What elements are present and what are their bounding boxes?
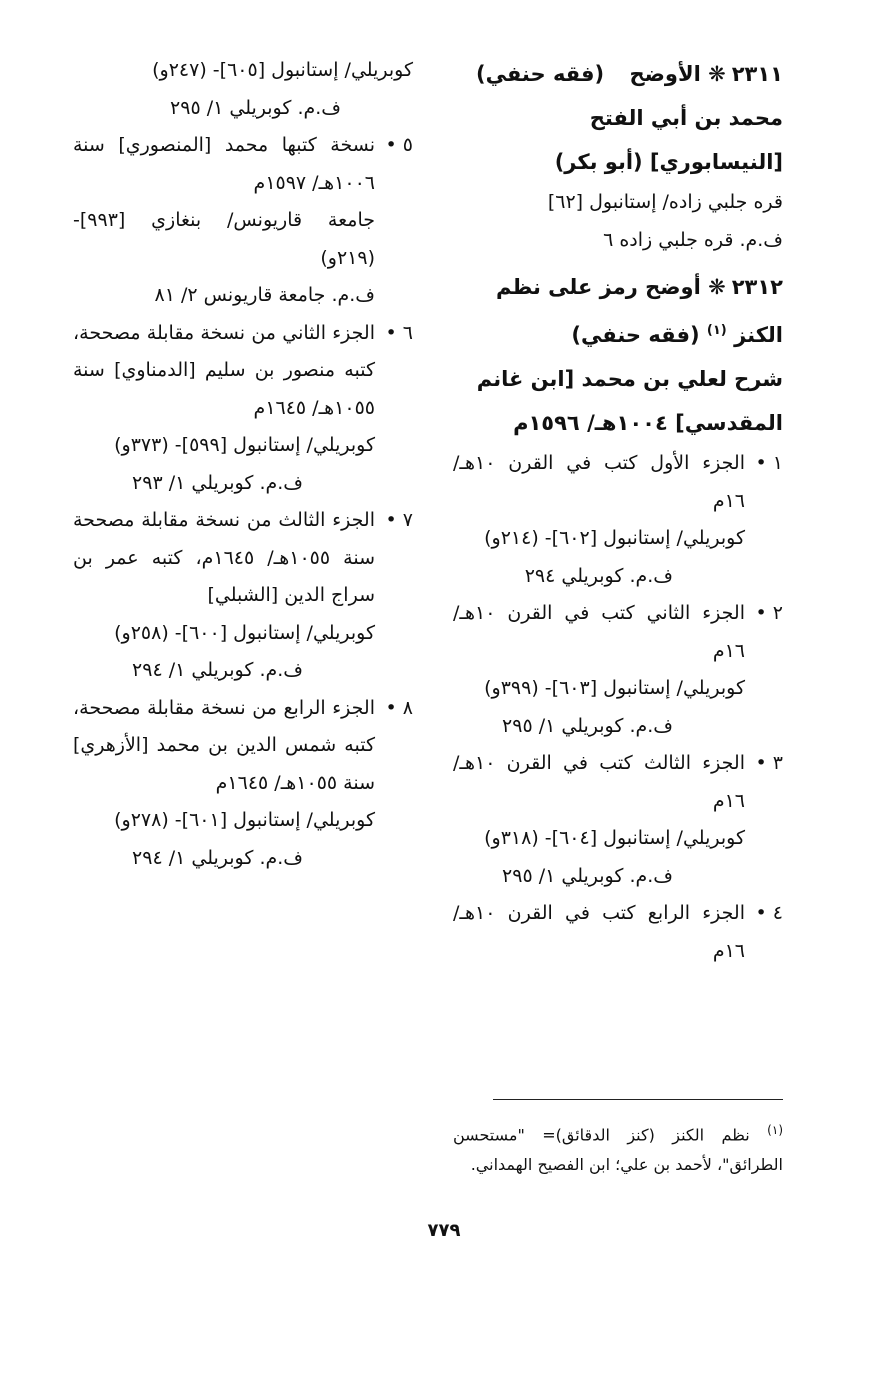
item-location: كوبريلي/ إستانبول [٥٩٩]- (٣٧٣و) [114, 434, 375, 456]
list-item [73, 690, 413, 878]
item-film: ف.م. كوبريلي ١/ ٢٩٥ [502, 714, 673, 737]
item-text: الجزء الثالث من نسخة مقابلة مصححة سنة ١٠٥٥هـ/ ١٦٤٥م، كتبه عمر بن سراج الدين [الشبلي] [73, 509, 375, 606]
item-location: كوبريلي/ إستانبول [٦٠٠]- (٢٥٨و) [114, 621, 375, 644]
item-location: كوبريلي/ إستانبول [٦٠٣]- (٣٩٩و) [484, 677, 745, 699]
entry-2311-location: قره جلبي زاده/ إستانبول [٦٢] [547, 191, 783, 213]
right-column [453, 52, 783, 970]
item-number: ١ • [756, 445, 783, 483]
entry-number: ٢٣١١ [731, 62, 783, 86]
item-location: جامعة قاريونس/ بنغازي [٩٩٣]- (٢١٩و) [73, 209, 375, 269]
item-text: الجزء الثاني من نسخة مقابلة مصححة، كتبه منصور بن سليم [الدمناوي] سنة ١٠٥٥هـ/ ١٦٤٥م [73, 321, 375, 419]
footnote-text: نظم الكنز (كنز الدقائق)= "مستحسن الطرائق"، لأحمد بن علي؛ ابن الفصيح الهمداني. [453, 1125, 783, 1175]
item-film: ف.م. كوبريلي ٢٩٤ [524, 564, 673, 587]
entry-title: أوضح رمز على نظم [496, 275, 701, 299]
item-film: ف.م. كوبريلي ١/ ٢٩٥ [502, 864, 673, 887]
left-column [73, 52, 413, 877]
item-number: ٤ • [756, 895, 783, 933]
entry-2312-title-line2 [453, 309, 783, 357]
item-location: كوبريلي/ إستانبول [٦٠١]- (٢٧٨و) [114, 809, 375, 831]
entry-title: الأوضح [629, 62, 701, 86]
item-number: ٦ • [386, 315, 413, 353]
entry-title-continued: الكنز [734, 323, 783, 347]
entry-2311-author-line1: محمد بن أبي الفتح [589, 106, 783, 130]
footnote-marker: (١) [767, 1123, 783, 1137]
continued-location: كوبريلي/ إستانبول [٦٠٥]- (٢٤٧و) [152, 59, 413, 81]
list-item [453, 895, 783, 970]
list-item [73, 127, 413, 315]
footnote-marker: (١) [706, 323, 727, 338]
catalog-page [0, 52, 888, 1392]
item-film: ف.م. كوبريلي ١/ ٢٩٤ [132, 659, 303, 681]
entry-2311-film: ف.م. قره جلبي زاده ٦ [603, 228, 783, 251]
list-item [453, 445, 783, 595]
list-item [453, 595, 783, 745]
star-icon: ❋ [708, 275, 726, 299]
item-location: كوبريلي/ إستانبول [٦٠٢]- (٢١٤و) [484, 527, 745, 549]
item-text: الجزء الأول كتب في القرن ١٠هـ/ ١٦م [453, 452, 745, 512]
item-number: ٣ • [756, 745, 783, 783]
item-text: الجزء الرابع من نسخة مقابلة مصححة، كتبه شمس الدين بن محمد [الأزهري] سنة ١٠٥٥هـ/ ١٦٤٥م [73, 696, 375, 794]
entry-category: (فقه حنفي) [475, 62, 605, 86]
item-text: الجزء الثاني كتب في القرن ١٠هـ/ ١٦م [453, 602, 745, 662]
item-number: ٢ • [756, 595, 783, 633]
item-text: الجزء الثالث كتب في القرن ١٠هـ/ ١٦م [453, 752, 745, 812]
item-text: الجزء الرابع كتب في القرن ١٠هـ/ ١٦م [453, 902, 745, 962]
entry-2312-author-line1: شرح لعلي بن محمد [ابن غانم [476, 367, 783, 391]
item-location: كوبريلي/ إستانبول [٦٠٤]- (٣١٨و) [484, 827, 745, 849]
entry-category: (فقه حنفي) [571, 323, 700, 347]
item-film: ف.م. كوبريلي ١/ ٢٩٣ [132, 471, 303, 494]
item-number: ٨ • [386, 690, 413, 728]
item-film: ف.م. كوبريلي ١/ ٢٩٤ [132, 846, 303, 869]
entry-number: ٢٣١٢ [731, 275, 783, 299]
star-icon: ❋ [708, 62, 726, 86]
item-text: نسخة كتبها محمد [المنصوري] سنة ١٠٠٦هـ/ ١٥٩٧م [73, 134, 375, 194]
list-item [73, 502, 413, 690]
entry-2312-heading [453, 265, 783, 309]
footnote-divider [493, 1099, 783, 1100]
item-number: ٧ • [386, 502, 413, 540]
page-number: ٧٧٩ [427, 1220, 461, 1241]
list-item [73, 315, 413, 503]
item-film: ف.م. جامعة قاريونس ٢/ ٨١ [154, 284, 375, 306]
list-item [453, 745, 783, 895]
item-number: ٥ • [386, 127, 413, 165]
entry-2311-heading [453, 52, 783, 96]
entry-2311-author-line2: [النيسابوري] (أبو بكر) [554, 150, 783, 174]
continued-film: ف.م. كوبريلي ١/ ٢٩٥ [170, 96, 341, 119]
footnote [453, 1115, 783, 1180]
entry-2312-author-line2: المقدسي] ١٠٠٤هـ/ ١٥٩٦م [513, 411, 783, 435]
